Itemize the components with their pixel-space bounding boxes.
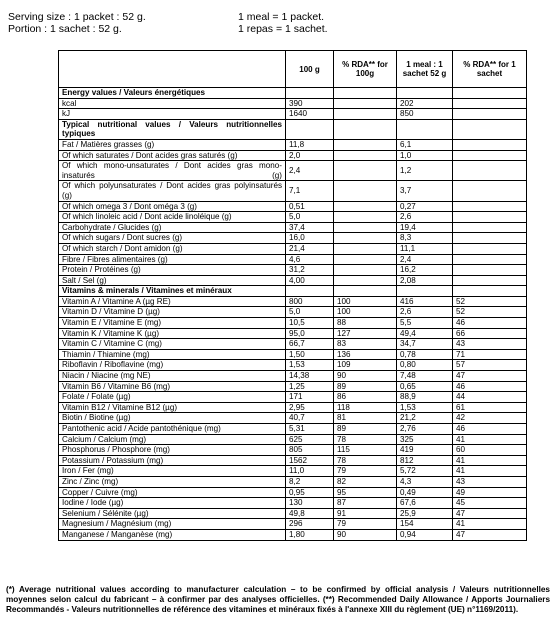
nutrient-label: Selenium / Sélénite (µg) [59, 508, 286, 519]
table-row [59, 150, 527, 161]
value-sachet: 850 [397, 109, 453, 120]
rda-100g: 90 [334, 371, 397, 382]
rda-sachet: 41 [453, 434, 527, 445]
value-100g: 49,8 [286, 508, 334, 519]
value-100g: 7,1 [286, 181, 334, 201]
value-sachet: 1,0 [397, 150, 453, 161]
footnote: (*) Average nutritional values according to manufacturer calculation – to be confirmed by official analysis / Valeurs nutritionnelles moyennes selon calcul du fabricant – à confirmer par des analyses officielles. (**) Recommended Daily Allowance / Apports Journaliers Recommandés - Valeurs nutritionnelles de référence des vitamines et minéraux fixés à l'annexe XIII du règlement (UE) n°1169/2011). [6, 585, 550, 615]
rda-100g [334, 98, 397, 109]
nutrient-label: Vitamin B6 / Vitamine B6 (mg) [59, 381, 286, 392]
table-row [59, 413, 527, 424]
value-100g: 16,0 [286, 233, 334, 244]
value-100g: 21,4 [286, 243, 334, 254]
rda-100g: 115 [334, 445, 397, 456]
nutrient-label: Calcium / Calcium (mg) [59, 434, 286, 445]
rda-sachet: 49 [453, 487, 527, 498]
nutrient-label: Of which starch / Dont amidon (g) [59, 243, 286, 254]
rda-100g: 81 [334, 413, 397, 424]
rda-sachet [453, 286, 527, 297]
table-row [59, 88, 527, 99]
table-row [59, 349, 527, 360]
rda-100g: 82 [334, 476, 397, 487]
rda-100g [334, 109, 397, 120]
value-sachet: 1,53 [397, 402, 453, 413]
rda-100g: 100 [334, 307, 397, 318]
value-sachet: 2,76 [397, 424, 453, 435]
rda-sachet: 60 [453, 445, 527, 456]
rda-sachet [453, 161, 527, 181]
value-100g: 0,95 [286, 487, 334, 498]
nutrient-label: Potassium / Potassium (mg) [59, 455, 286, 466]
nutrient-label: Manganese / Manganèse (mg) [59, 529, 286, 540]
value-sachet: 202 [397, 98, 453, 109]
table-row [59, 508, 527, 519]
rda-100g: 78 [334, 455, 397, 466]
nutrient-label: Magnesium / Magnésium (mg) [59, 519, 286, 530]
table-row [59, 381, 527, 392]
rda-sachet [453, 212, 527, 223]
rda-sachet: 52 [453, 307, 527, 318]
rda-sachet [453, 88, 527, 99]
table-row [59, 519, 527, 530]
value-100g: 2,95 [286, 402, 334, 413]
rda-sachet: 41 [453, 455, 527, 466]
table-row [59, 201, 527, 212]
rda-sachet [453, 139, 527, 150]
rda-sachet [453, 150, 527, 161]
nutrient-label: Vitamin D / Vitamine D (µg) [59, 307, 286, 318]
rda-sachet: 42 [453, 413, 527, 424]
rda-sachet [453, 201, 527, 212]
table-row [59, 445, 527, 456]
value-sachet: 0,78 [397, 349, 453, 360]
table-row [59, 109, 527, 120]
table-row [59, 119, 527, 139]
rda-sachet: 43 [453, 476, 527, 487]
rda-100g [334, 181, 397, 201]
rda-sachet: 45 [453, 498, 527, 509]
value-sachet: 21,2 [397, 413, 453, 424]
value-100g [286, 88, 334, 99]
value-100g: 171 [286, 392, 334, 403]
rda-sachet [453, 243, 527, 254]
rda-sachet [453, 109, 527, 120]
rda-100g: 86 [334, 392, 397, 403]
rda-sachet: 47 [453, 371, 527, 382]
value-100g: 11,0 [286, 466, 334, 477]
rda-100g [334, 254, 397, 265]
table-row [59, 212, 527, 223]
nutrient-label: Niacin / Niacine (mg NE) [59, 371, 286, 382]
table-row [59, 265, 527, 276]
rda-100g [334, 233, 397, 244]
rda-sachet [453, 233, 527, 244]
value-100g: 66,7 [286, 339, 334, 350]
nutrient-label: Of which linoleic acid / Dont acide linoléique (g) [59, 212, 286, 223]
rda-sachet: 46 [453, 424, 527, 435]
value-100g: 1,53 [286, 360, 334, 371]
value-100g: 5,0 [286, 307, 334, 318]
rda-100g: 88 [334, 318, 397, 329]
value-sachet: 19,4 [397, 222, 453, 233]
table-row [59, 307, 527, 318]
table-row [59, 402, 527, 413]
rda-100g: 91 [334, 508, 397, 519]
rda-sachet: 41 [453, 466, 527, 477]
rda-sachet: 43 [453, 339, 527, 350]
value-sachet: 7,48 [397, 371, 453, 382]
rda-100g [334, 275, 397, 286]
value-sachet: 49,4 [397, 328, 453, 339]
table-row [59, 181, 527, 201]
value-100g: 390 [286, 98, 334, 109]
header-rda-100g: % RDA** for 100g [334, 51, 397, 88]
value-100g: 1,50 [286, 349, 334, 360]
rda-sachet: 47 [453, 529, 527, 540]
nutrient-label: Of which sugars / Dont sucres (g) [59, 233, 286, 244]
rda-sachet [453, 254, 527, 265]
table-row [59, 243, 527, 254]
value-sachet: 0,65 [397, 381, 453, 392]
rda-100g [334, 201, 397, 212]
table-row [59, 498, 527, 509]
value-100g: 14,38 [286, 371, 334, 382]
value-100g: 5,31 [286, 424, 334, 435]
table-row [59, 371, 527, 382]
nutrient-label: kJ [59, 109, 286, 120]
rda-sachet [453, 98, 527, 109]
nutrient-label: Thiamin / Thiamine (mg) [59, 349, 286, 360]
table-row [59, 487, 527, 498]
value-100g: 2,4 [286, 161, 334, 181]
value-sachet: 8,3 [397, 233, 453, 244]
value-100g: 2,0 [286, 150, 334, 161]
meal-definition: 1 meal = 1 packet. [238, 11, 325, 23]
rda-100g: 79 [334, 466, 397, 477]
table-row [59, 339, 527, 350]
nutrition-table [58, 50, 527, 541]
serving-line-english [8, 12, 328, 24]
rda-100g [334, 119, 397, 139]
table-body [59, 88, 527, 541]
value-100g: 130 [286, 498, 334, 509]
nutrient-label: Vitamin C / Vitamine C (mg) [59, 339, 286, 350]
rda-sachet: 71 [453, 349, 527, 360]
rda-100g [334, 265, 397, 276]
value-100g: 95,0 [286, 328, 334, 339]
table-row [59, 318, 527, 329]
value-sachet: 325 [397, 434, 453, 445]
table-row [59, 529, 527, 540]
value-sachet: 0,27 [397, 201, 453, 212]
nutrient-label: Vitamins & minerals / Vitamines et minéraux [59, 286, 286, 297]
value-sachet [397, 286, 453, 297]
table-header-row [59, 51, 527, 88]
value-sachet: 67,6 [397, 498, 453, 509]
value-sachet: 2,6 [397, 307, 453, 318]
nutrient-label: Protein / Protéines (g) [59, 265, 286, 276]
rda-sachet [453, 181, 527, 201]
value-sachet: 34,7 [397, 339, 453, 350]
rda-sachet: 61 [453, 402, 527, 413]
rda-100g: 83 [334, 339, 397, 350]
value-100g: 0,51 [286, 201, 334, 212]
nutrient-label: Typical nutritional values / Valeurs nutritionnelles typiques [59, 119, 286, 139]
value-100g: 1,25 [286, 381, 334, 392]
nutrient-label: Of which mono-unsaturates / Dont acides gras mono-insaturés (g) [59, 161, 286, 181]
value-sachet: 812 [397, 455, 453, 466]
rda-100g [334, 161, 397, 181]
rda-100g [334, 88, 397, 99]
value-100g: 1562 [286, 455, 334, 466]
serving-info [8, 12, 328, 35]
table-row [59, 424, 527, 435]
table-row [59, 328, 527, 339]
rda-sachet [453, 119, 527, 139]
nutrient-label: Of which omega 3 / Dont oméga 3 (g) [59, 201, 286, 212]
rda-sachet [453, 275, 527, 286]
value-sachet: 5,5 [397, 318, 453, 329]
rda-sachet: 52 [453, 296, 527, 307]
table-row [59, 296, 527, 307]
value-sachet: 6,1 [397, 139, 453, 150]
rda-100g [334, 212, 397, 223]
value-sachet: 2,4 [397, 254, 453, 265]
rda-sachet [453, 222, 527, 233]
rda-100g: 89 [334, 381, 397, 392]
rda-sachet: 46 [453, 318, 527, 329]
value-100g: 296 [286, 519, 334, 530]
rda-100g: 90 [334, 529, 397, 540]
value-100g: 37,4 [286, 222, 334, 233]
nutrient-label: Riboflavin / Riboflavine (mg) [59, 360, 286, 371]
value-100g: 5,0 [286, 212, 334, 223]
nutrient-label: Fat / Matières grasses (g) [59, 139, 286, 150]
repas-definition: 1 repas = 1 sachet. [238, 22, 328, 35]
nutrient-label: Vitamin A / Vitamine A (µg RE) [59, 296, 286, 307]
rda-100g [334, 139, 397, 150]
table-row [59, 161, 527, 181]
nutrient-label: Pantothenic acid / Acide pantothénique (mg) [59, 424, 286, 435]
value-100g: 625 [286, 434, 334, 445]
nutrient-label: Iron / Fer (mg) [59, 466, 286, 477]
value-100g: 800 [286, 296, 334, 307]
value-sachet: 16,2 [397, 265, 453, 276]
nutrient-label: Iodine / Iode (µg) [59, 498, 286, 509]
serving-size: Serving size : 1 packet : 52 g. [8, 11, 146, 23]
table-row [59, 233, 527, 244]
rda-sachet: 66 [453, 328, 527, 339]
table-row [59, 254, 527, 265]
nutrient-label: Copper / Cuivre (mg) [59, 487, 286, 498]
table-row [59, 98, 527, 109]
value-100g: 10,5 [286, 318, 334, 329]
table-row [59, 466, 527, 477]
rda-100g [334, 150, 397, 161]
rda-100g: 79 [334, 519, 397, 530]
rda-100g: 109 [334, 360, 397, 371]
serving-line-french [8, 24, 328, 36]
value-100g: 8,2 [286, 476, 334, 487]
nutrient-label: Salt / Sel (g) [59, 275, 286, 286]
rda-100g: 95 [334, 487, 397, 498]
nutrient-label: Carbohydrate / Glucides (g) [59, 222, 286, 233]
value-sachet: 11,1 [397, 243, 453, 254]
header-label [59, 51, 286, 88]
rda-100g: 78 [334, 434, 397, 445]
rda-100g: 100 [334, 296, 397, 307]
value-sachet: 0,49 [397, 487, 453, 498]
value-100g [286, 286, 334, 297]
value-sachet: 0,94 [397, 529, 453, 540]
rda-100g [334, 222, 397, 233]
rda-sachet [453, 265, 527, 276]
table-row [59, 392, 527, 403]
nutrient-label: Energy values / Valeurs énergétiques [59, 88, 286, 99]
rda-100g: 136 [334, 349, 397, 360]
table-row [59, 275, 527, 286]
table-row [59, 360, 527, 371]
table-row [59, 476, 527, 487]
value-sachet [397, 88, 453, 99]
value-sachet: 2,08 [397, 275, 453, 286]
nutrient-label: Vitamin K / Vitamine K (µg) [59, 328, 286, 339]
value-100g: 31,2 [286, 265, 334, 276]
table-row [59, 222, 527, 233]
table-row [59, 434, 527, 445]
rda-sachet: 47 [453, 508, 527, 519]
value-sachet: 2,6 [397, 212, 453, 223]
table-row [59, 139, 527, 150]
rda-100g [334, 243, 397, 254]
rda-100g: 127 [334, 328, 397, 339]
value-sachet: 25,9 [397, 508, 453, 519]
value-sachet: 88,9 [397, 392, 453, 403]
value-sachet: 1,2 [397, 161, 453, 181]
nutrient-label: Phosphorus / Phosphore (mg) [59, 445, 286, 456]
nutrient-label: Biotin / Biotine (µg) [59, 413, 286, 424]
table-row [59, 286, 527, 297]
value-sachet: 419 [397, 445, 453, 456]
nutrient-label: Folate / Folate (µg) [59, 392, 286, 403]
value-sachet: 154 [397, 519, 453, 530]
header-100g: 100 g [286, 51, 334, 88]
value-sachet: 0,80 [397, 360, 453, 371]
nutrient-label: Of which saturates / Dont acides gras saturés (g) [59, 150, 286, 161]
header-rda-sachet: % RDA** for 1 sachet [453, 51, 527, 88]
nutrient-label: Of which polyunsaturates / Dont acides gras polyinsaturés (g) [59, 181, 286, 201]
rda-100g [334, 286, 397, 297]
value-100g: 4,00 [286, 275, 334, 286]
header-per-sachet: 1 meal : 1 sachet 52 g [397, 51, 453, 88]
value-100g [286, 119, 334, 139]
rda-sachet: 46 [453, 381, 527, 392]
value-100g: 1,80 [286, 529, 334, 540]
value-100g: 1640 [286, 109, 334, 120]
nutrient-label: Fibre / Fibres alimentaires (g) [59, 254, 286, 265]
value-100g: 805 [286, 445, 334, 456]
value-sachet: 416 [397, 296, 453, 307]
rda-sachet: 57 [453, 360, 527, 371]
value-100g: 4,6 [286, 254, 334, 265]
rda-100g: 87 [334, 498, 397, 509]
rda-100g: 118 [334, 402, 397, 413]
rda-sachet: 44 [453, 392, 527, 403]
value-sachet: 4,3 [397, 476, 453, 487]
nutrient-label: Vitamin E / Vitamine E (mg) [59, 318, 286, 329]
rda-100g: 89 [334, 424, 397, 435]
nutrient-label: Vitamin B12 / Vitamine B12 (µg) [59, 402, 286, 413]
value-sachet: 5,72 [397, 466, 453, 477]
rda-sachet: 41 [453, 519, 527, 530]
nutrient-label: kcal [59, 98, 286, 109]
value-sachet [397, 119, 453, 139]
table-row [59, 455, 527, 466]
portion-size: Portion : 1 sachet : 52 g. [8, 22, 122, 35]
value-100g: 11,8 [286, 139, 334, 150]
value-100g: 40,7 [286, 413, 334, 424]
value-sachet: 3,7 [397, 181, 453, 201]
nutrient-label: Zinc / Zinc (mg) [59, 476, 286, 487]
